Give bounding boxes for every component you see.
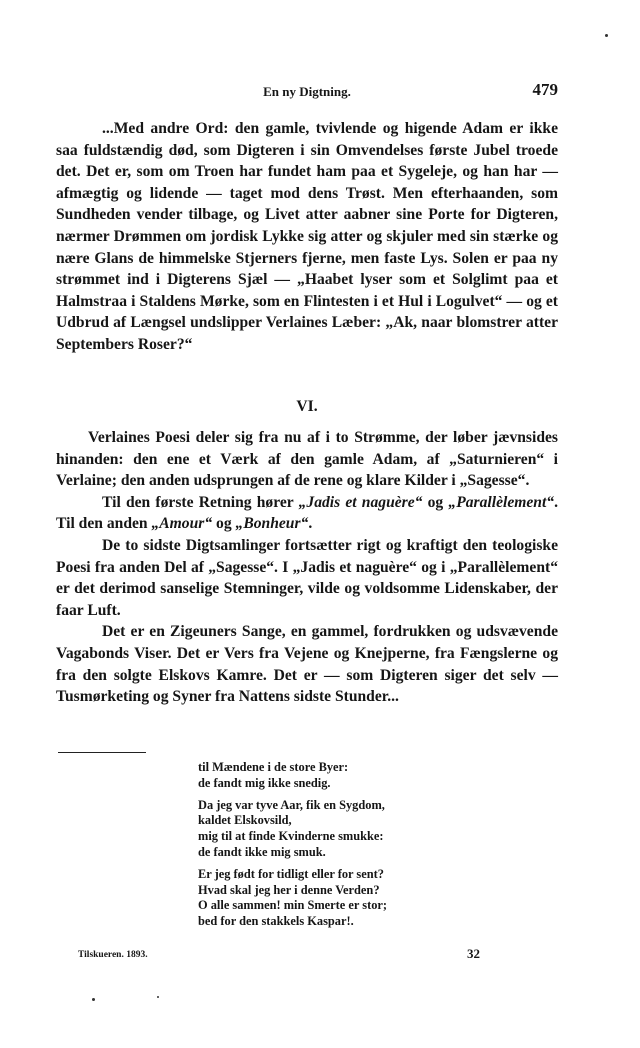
footnote-poem [198, 760, 458, 936]
section-heading: VI. [296, 398, 318, 415]
specks [157, 996, 159, 998]
verse-line: til Mændene i de store Byer: [198, 760, 349, 774]
footnote-rule [58, 752, 146, 753]
work-title: „Amour“ [151, 515, 213, 533]
verse-line: Da jeg var tyve Aar, fik en Sygdom, [198, 797, 385, 812]
section-six-text [56, 427, 558, 708]
text-run: Til den første Retning hører [102, 493, 299, 511]
text-run: . Til den anden [56, 493, 559, 533]
verse-line: de fandt mig ikke snedig. [198, 775, 331, 790]
verse-line: Er jeg født for tidligt eller for sent? [198, 866, 384, 881]
specks [92, 998, 95, 1001]
stanza [198, 798, 458, 861]
paragraph [56, 492, 558, 535]
stanza [198, 867, 458, 930]
text-run: . [308, 515, 313, 533]
paragraph: Det er en Zigeuners Sange, en gammel, fordrukken og udsvævende Vagabonds Viser. Det er Vers fra Vejene og Knejperne, fra Fængslerne og fra den solgte Elskovs Kamre. Det er — som Digteren siger det selv — Tusmørketing og Syner fra Nattens sidste Stunder... [56, 623, 558, 706]
signature-number: 32 [467, 946, 480, 961]
section-five-text [56, 118, 558, 356]
specks [605, 34, 608, 37]
work-title: „Jadis et naguère“ [298, 493, 423, 511]
page-header [56, 80, 558, 104]
text-run: og [422, 493, 449, 511]
work-title: „Parallèlement“ [448, 493, 555, 511]
verse-line: Hvad skal jeg her i denne Verden? [198, 882, 380, 897]
verse-line: O alle sammen! min Smerte er stor; [198, 898, 388, 913]
text-run: og [212, 515, 236, 533]
verse-line: mig til at finde Kvinderne smukke: [198, 829, 384, 844]
verse-line: de fandt ikke mig smuk. [198, 844, 326, 859]
running-title: En ny Digtning. [263, 84, 351, 99]
verse-line: bed for den stakkels Kaspar!. [198, 914, 354, 929]
paragraph: De to sidste Digtsamlinger fortsætter rigt og kraftigt den teologiske Poesi fra anden Del af „Sagesse“. I „Jadis et naguère“ og i „Parallèlement“ er det derimod sanselige Stemninger, vilde og voldsomme Lidenskaber, der faar Luft. [56, 536, 558, 619]
paragraph: Verlaines Poesi deler sig fra nu af i to Strømme, der løber jævnsides hinanden: den ene et Værk af den gamle Adam, af „Saturnieren“ i Verlaine; den anden udsprungen af de rene og klare Kilder i „Sagesse“. [56, 429, 558, 490]
page-number: 479 [532, 80, 558, 99]
printer-signature: Tilskueren. 1893. [78, 950, 148, 960]
paragraph: ...Med andre Ord: den gamle, tvivlende og higende Adam er ikke saa fuldstændig død, som Digteren i sin Omvendelses første Jubel troede det. Det er, som om Troen har fundet ham paa et Sygeleje, og han har — afmægtig og lidende — taget mod dens Trøst. Men efterhaanden, som Sundheden vender tilbage, og Livet atter aabner sine Porte for Digteren, nærmer Drømmen om jordisk Lykke sig atter og skjuler med sin stærke og nære Glans de himmelske Stjerners fjerne, men faste Lys. Solen er paa ny strømmet ind i Digterens Sjæl — „Haabet lyser som et Solglimt paa et Halmstraa i Staldens Mørke, som en Flintesten i et Hul i Logulvet“ — og et Udbrud af Længsel undslipper Verlaines Læber: „Ak, naar blomstrer atter Septembers Roser?“ [56, 120, 558, 353]
stanza [198, 760, 458, 792]
work-title: „Bonheur“ [235, 515, 309, 533]
verse-line: kaldet Elskovsild, [198, 813, 292, 828]
